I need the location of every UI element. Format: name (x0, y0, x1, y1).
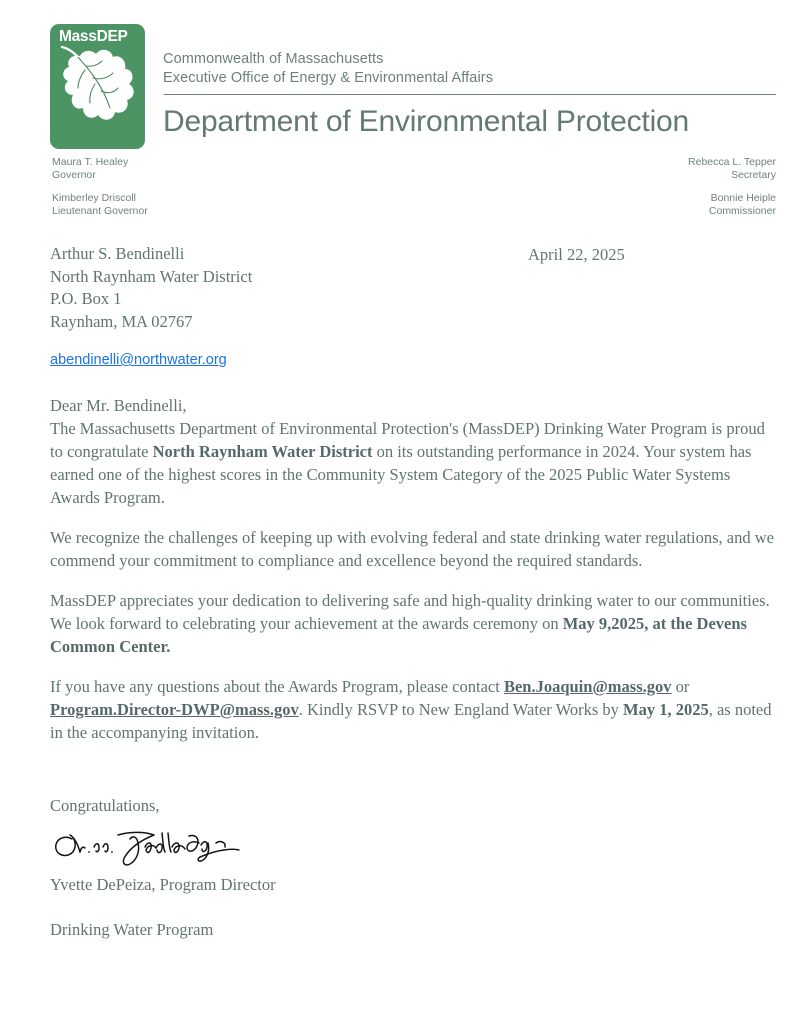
paragraph-recognition: We recognize the challenges of keeping up with evolving federal and state drinking water regulations, and we commend your commitment to compliance and excellence beyond the required standards. (50, 528, 774, 570)
paragraph-contact (50, 675, 776, 744)
logo-wordmark: MassDEP (59, 28, 128, 45)
para4-part3: . Kindly RSVP to New England Water Works by (298, 700, 624, 719)
official-role: Secretary (731, 169, 776, 181)
official-commissioner (688, 192, 776, 218)
para3-part1: MassDEP appreciates your dedication to delivering safe and high-quality drinking water to our communities. We look forward to celebrating your achievement at the awards ceremony on (50, 591, 770, 633)
logo-wordmark-plate (57, 26, 136, 47)
official-name: Maura T. Healey (52, 156, 129, 168)
official-role: Commissioner (708, 205, 776, 217)
official-role: Lieutenant Governor (52, 205, 148, 217)
paragraph-ceremony (50, 589, 776, 658)
official-lieutenant-governor (52, 192, 148, 218)
para1-bold-district: North Raynham Water District (152, 442, 373, 461)
para3-bold-event: May 9,2025, at the Devens Common Center. (50, 614, 747, 656)
letter-date: April 22, 2025 (528, 245, 625, 264)
officials-left-column (52, 156, 148, 228)
contact-email-link-2[interactable]: Program.Director-DWP@mass.gov (50, 700, 299, 719)
header-divider (164, 94, 776, 95)
recipient-organization: North Raynham Water District (50, 266, 253, 286)
official-role: Governor (52, 169, 96, 181)
para1-part2: on its outstanding performance in 2024. Your system has earned one of the highest scores in the Community System Category of the 2025 Public Water Systems Awards Program. (50, 442, 752, 507)
officials-right-column (688, 156, 776, 228)
official-name: Rebecca L. Tepper (688, 156, 776, 168)
salutation: Dear Mr. Bendinelli, (50, 396, 187, 415)
recipient-name: Arthur S. Bendinelli (50, 244, 185, 263)
official-name: Bonnie Heiple (710, 192, 776, 204)
para4-part1: If you have any questions about the Awards Program, please contact (50, 677, 504, 696)
paragraph-congratulations (50, 417, 776, 509)
executive-office-line: Executive Office of Energy & Environmental Affairs (163, 70, 494, 86)
handwritten-signature-icon (50, 823, 250, 871)
recipient-address (50, 243, 520, 333)
official-secretary (688, 156, 776, 182)
signature-image (50, 823, 250, 871)
address-date-row (50, 243, 776, 335)
closing-line: Congratulations, (50, 796, 160, 815)
para1-part1: The Massachusetts Department of Environmental Protection's (MassDEP) Drinking Water Program is proud to congratulate (50, 419, 765, 461)
recipient-email-row (50, 347, 776, 372)
para4-bold-rsvp-date: May 1, 2025 (623, 700, 709, 719)
letter-body (50, 243, 776, 941)
official-name: Kimberley Driscoll (52, 192, 137, 204)
para4-part4: , as noted in the accompanying invitation. (50, 700, 772, 742)
recipient-email-link[interactable]: abendinelli@northwater.org (50, 352, 227, 368)
agency-identity (163, 50, 776, 141)
officials-block (0, 156, 796, 222)
department-title: Department of Environmental Protection (163, 105, 689, 138)
signer-program: Drinking Water Program (50, 920, 214, 939)
commonwealth-line: Commonwealth of Massachusetts (163, 51, 384, 67)
para4-part2: or (671, 677, 690, 696)
official-governor (52, 156, 148, 182)
recipient-city-state-zip: Raynham, MA 02767 (50, 311, 193, 331)
contact-email-link-1[interactable]: Ben.Joaquin@mass.gov (503, 677, 672, 696)
recipient-street: P.O. Box 1 (50, 289, 122, 308)
signer-name-title: Yvette DePeiza, Program Director (50, 875, 276, 894)
massdep-logo (50, 24, 145, 149)
